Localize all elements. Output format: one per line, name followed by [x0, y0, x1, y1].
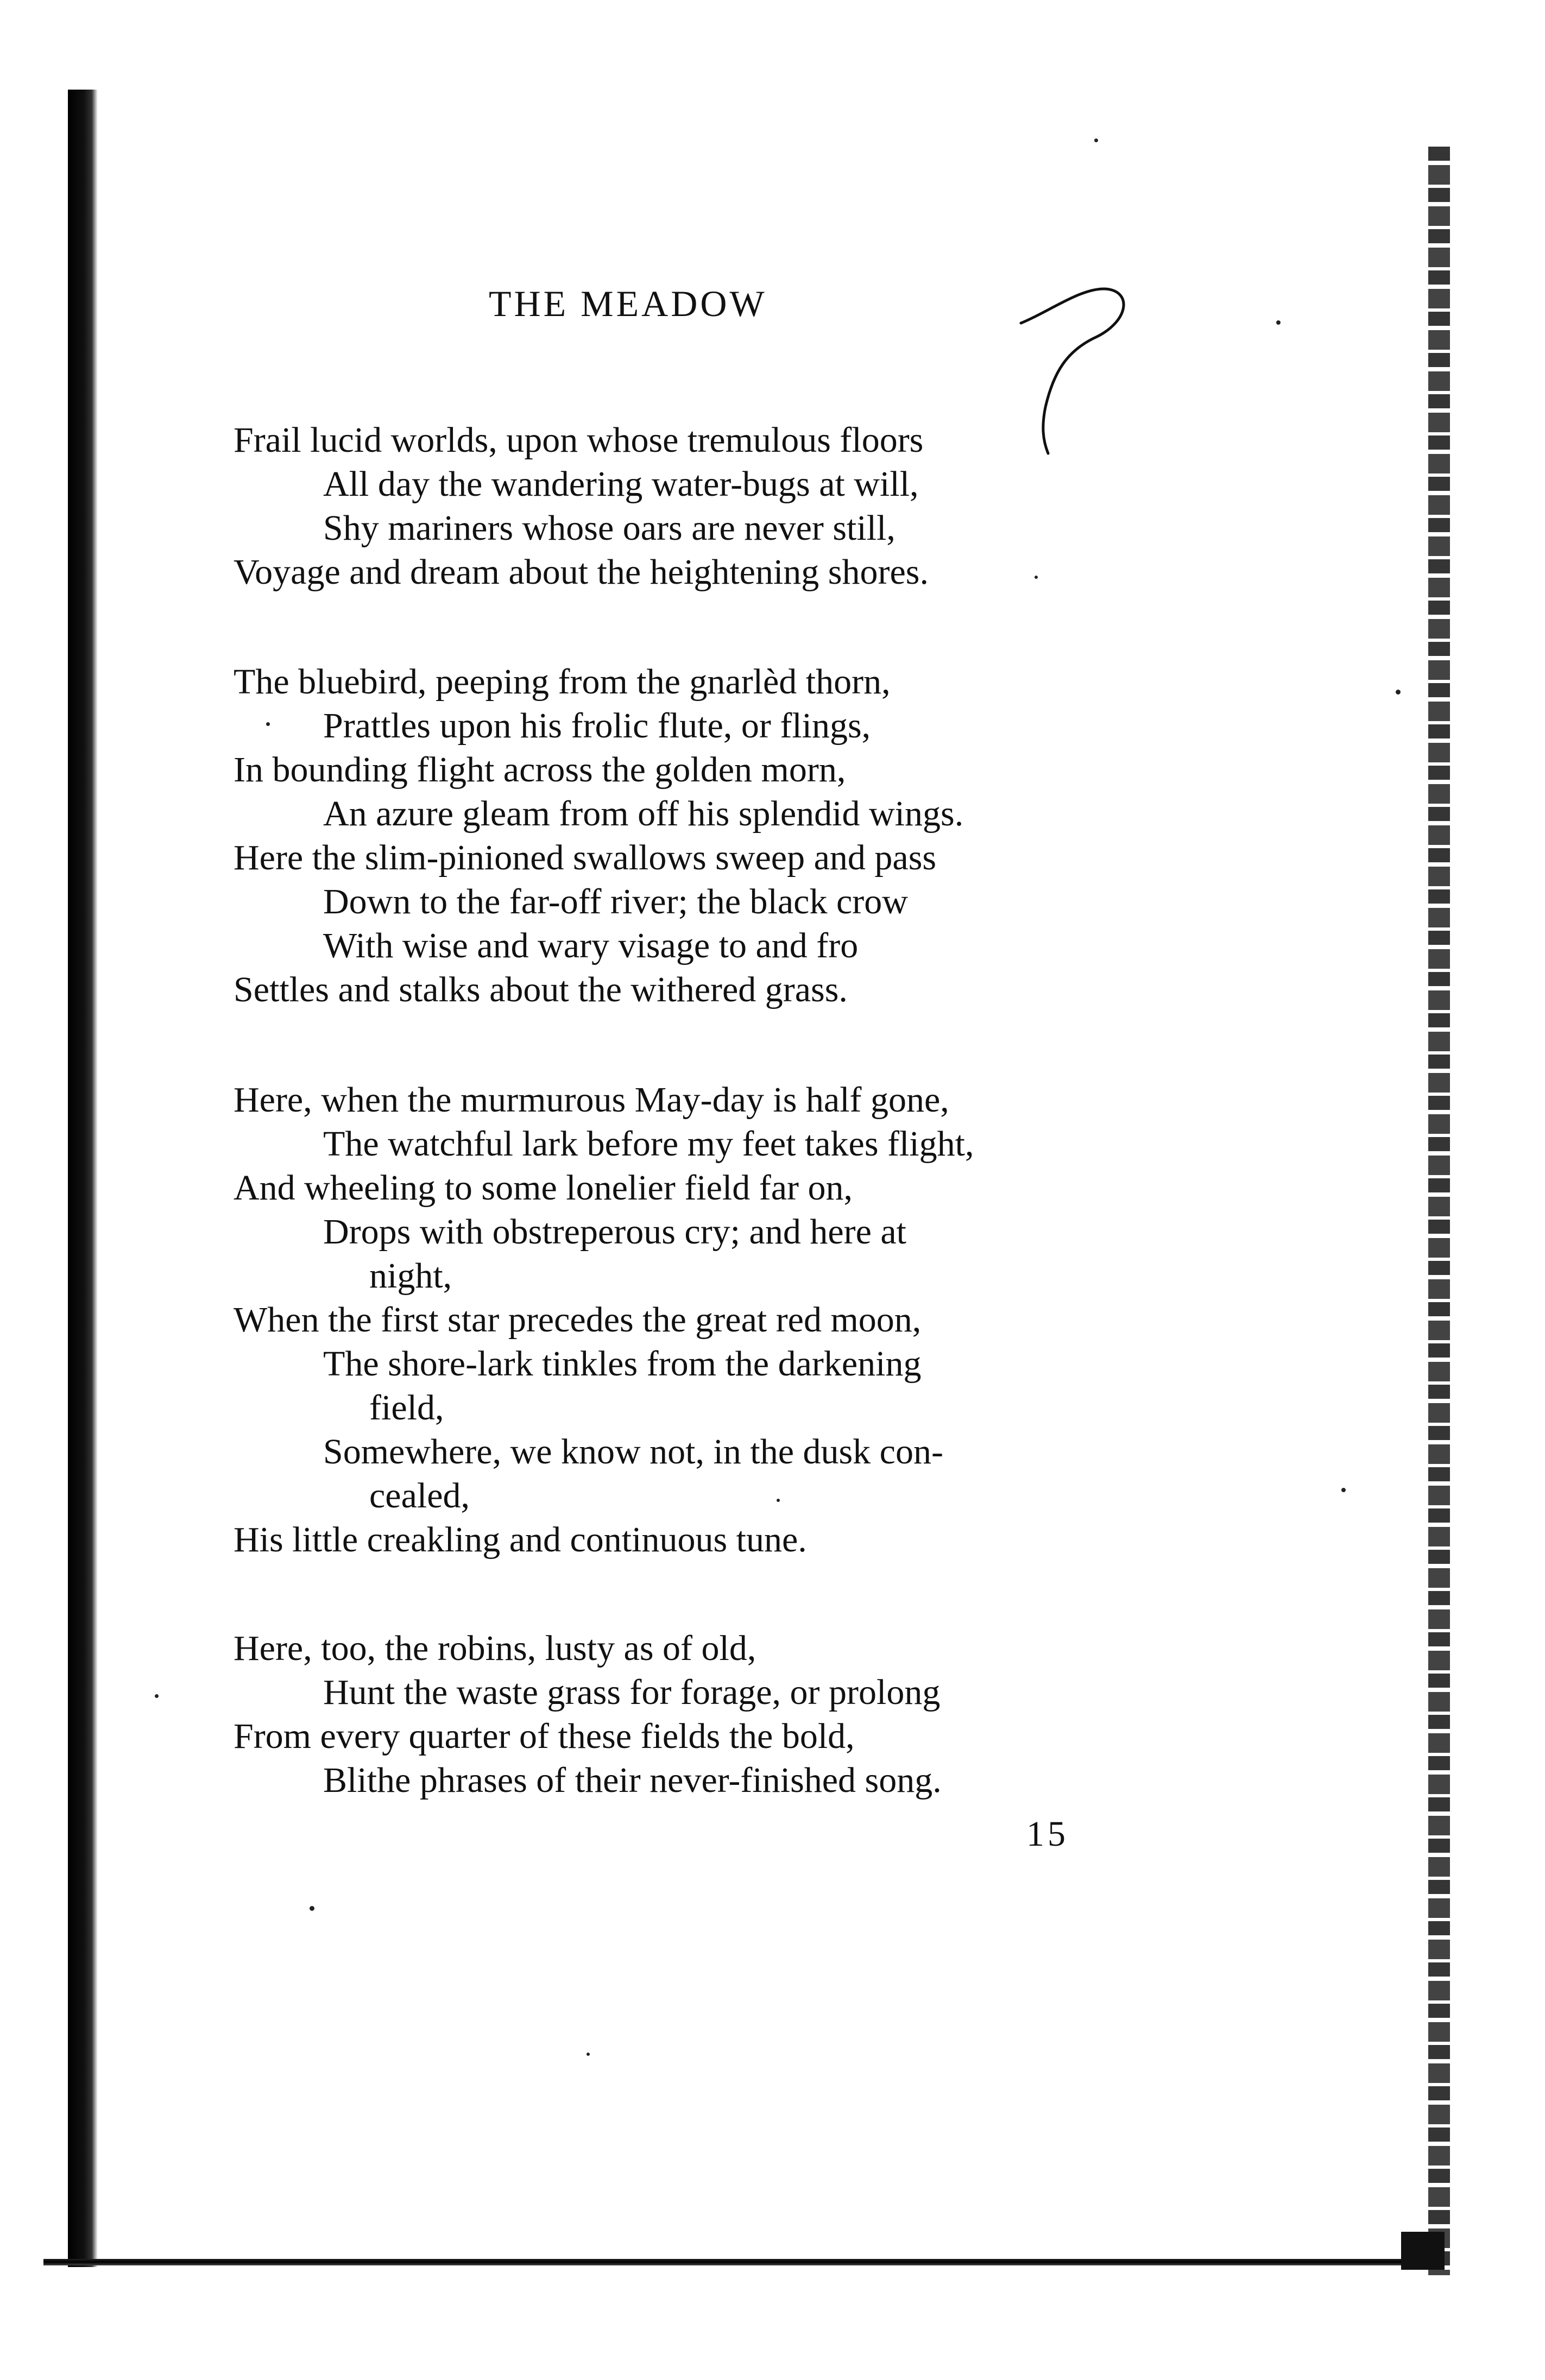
verse-line: Somewhere, we know not, in the dusk con-	[323, 1432, 943, 1472]
ink-speck	[310, 1906, 314, 1911]
verse-line: When the first star precedes the great red moon,	[234, 1300, 922, 1340]
ink-speck	[266, 722, 270, 726]
verse-line: field,	[369, 1388, 444, 1428]
verse-line: Frail lucid worlds, upon whose tremulous floors	[234, 420, 924, 460]
verse-line: Drops with obstreperous cry; and here at	[323, 1212, 907, 1252]
verse-line: All day the wandering water-bugs at will,	[323, 464, 919, 504]
page-bottom-edge-shadow	[43, 2259, 1434, 2265]
verse-line: An azure gleam from off his splendid wings.	[323, 794, 964, 834]
ink-speck	[587, 2053, 590, 2056]
page-number: 15	[1026, 1814, 1069, 1854]
verse-line: Blithe phrases of their never-finished song.	[323, 1760, 942, 1800]
verse-line: And wheeling to some lonelier field far on,	[234, 1168, 853, 1208]
ink-speck	[1396, 690, 1401, 695]
verse-line: Here, too, the robins, lusty as of old,	[234, 1628, 756, 1668]
ink-speck	[1341, 1488, 1346, 1492]
verse-line: Hunt the waste grass for forage, or prolong	[323, 1672, 941, 1712]
page-left-edge-shadow	[68, 90, 98, 2267]
verse-line: With wise and wary visage to and fro	[323, 926, 859, 965]
verse-line: The watchful lark before my feet takes flight,	[323, 1124, 974, 1164]
ink-speck	[155, 1694, 159, 1698]
stanza-4	[234, 1626, 1157, 1802]
verse-line: Settles and stalks about the withered grass.	[234, 970, 848, 1009]
verse-line: Here, when the murmurous May-day is half gone,	[234, 1080, 949, 1120]
verse-line: Voyage and dream about the heightening shores.	[234, 552, 929, 592]
verse-line: night,	[369, 1256, 452, 1296]
verse-line: From every quarter of these fields the bold,	[234, 1716, 855, 1756]
verse-line: The shore-lark tinkles from the darkening	[323, 1344, 922, 1384]
verse-line: Prattles upon his frolic flute, or flings,	[323, 706, 871, 746]
stanza-1	[234, 418, 1157, 594]
ink-speck	[1035, 576, 1038, 579]
verse-line: Here the slim-pinioned swallows sweep and pass	[234, 838, 937, 877]
stanza-3	[234, 1078, 1157, 1562]
stanza-2	[234, 660, 1157, 1012]
ink-speck	[777, 1499, 780, 1502]
page-corner-shadow	[1401, 2232, 1445, 2270]
page-right-edge-shadow	[1428, 147, 1450, 2275]
verse-line: cealed,	[369, 1476, 470, 1516]
verse-line: The bluebird, peeping from the gnarlèd thorn,	[234, 662, 891, 702]
verse-line: His little creakling and continuous tune.	[234, 1520, 807, 1560]
verse-line: Down to the far-off river; the black crow	[323, 882, 908, 921]
verse-line: In bounding flight across the golden morn,	[234, 750, 846, 790]
verse-line: Shy mariners whose oars are never still,	[323, 508, 896, 548]
ink-speck	[1276, 320, 1281, 325]
ink-speck	[1094, 138, 1098, 142]
running-head: THE MEADOW	[489, 283, 767, 324]
